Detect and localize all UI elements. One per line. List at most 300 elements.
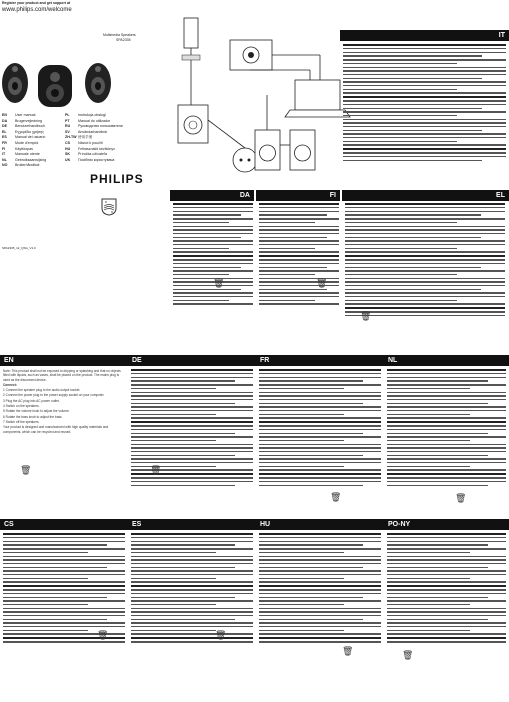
- text-line: [259, 455, 363, 456]
- language-code: ES: [2, 135, 7, 140]
- text-line: [259, 248, 315, 249]
- language-code: NO: [2, 163, 8, 168]
- text-line: [345, 270, 505, 271]
- text-line: [343, 96, 506, 98]
- text-line: [173, 222, 229, 223]
- text-line: [131, 637, 253, 639]
- text-line: [345, 292, 505, 293]
- language-entry: [2, 130, 44, 134]
- text-line: [259, 425, 381, 426]
- en-step: 4 Switch on the speakers.: [3, 404, 40, 409]
- text-line: [345, 211, 505, 212]
- text-line: [131, 458, 253, 459]
- text-line: [173, 248, 229, 249]
- text-line: [173, 237, 241, 238]
- recycle-bin-icon: 🗑: [316, 278, 328, 288]
- en-connect-title: Connect:: [3, 382, 17, 387]
- text-line: [387, 637, 506, 639]
- text-line: [259, 611, 381, 612]
- text-line: [387, 597, 488, 598]
- language-name: User manual: [15, 113, 36, 117]
- text-line: [259, 417, 381, 418]
- language-entry: [2, 113, 35, 117]
- language-code: EL: [2, 129, 7, 134]
- language-entry: [2, 141, 38, 145]
- text-line: [131, 541, 253, 542]
- cover-panel: [0, 0, 170, 255]
- text-line: [343, 126, 506, 127]
- text-line: [259, 447, 381, 448]
- text-line: [259, 626, 381, 627]
- text-line: [345, 307, 505, 309]
- text-line: [131, 600, 253, 601]
- text-line: [131, 570, 253, 571]
- text-line: [131, 388, 216, 389]
- text-line: [259, 240, 339, 241]
- text-line: [3, 641, 125, 642]
- text-line: [259, 481, 381, 482]
- text-line: [345, 229, 505, 230]
- text-line: [131, 451, 253, 452]
- language-code: DA: [2, 118, 8, 123]
- text-line: [345, 237, 481, 238]
- text-line: [343, 152, 506, 153]
- hu-text-block: [259, 533, 381, 661]
- recycle-bin-icon: 🗑: [213, 278, 225, 288]
- language-entry: [65, 152, 107, 156]
- text-line: [259, 589, 381, 590]
- text-line: [131, 433, 235, 434]
- text-line: [345, 240, 505, 241]
- text-line: [131, 403, 235, 404]
- text-line: [387, 451, 506, 452]
- text-line: [131, 485, 235, 486]
- recycle-bin-icon: 🗑: [215, 630, 227, 640]
- text-line: [259, 251, 339, 252]
- text-line: [259, 403, 363, 404]
- text-line: [173, 270, 253, 271]
- section-header-nl: [384, 355, 509, 366]
- text-line: [173, 203, 253, 205]
- language-code: NL: [2, 157, 7, 162]
- text-line: [259, 255, 339, 257]
- text-line: [131, 615, 253, 616]
- text-line: [345, 222, 457, 223]
- text-line: [259, 222, 315, 223]
- text-line: [387, 458, 506, 459]
- text-line: [259, 392, 381, 393]
- language-name: Felhasználói kézikönyv: [78, 146, 115, 151]
- text-line: [131, 440, 216, 441]
- language-entry: [65, 113, 106, 117]
- text-line: [387, 600, 506, 601]
- de-text-block: [131, 369, 253, 504]
- text-line: [343, 74, 506, 75]
- language-name: Käyttöopas: [15, 146, 33, 151]
- text-line: [387, 462, 506, 463]
- text-line: [173, 229, 253, 230]
- text-line: [259, 233, 339, 234]
- text-line: [3, 611, 125, 612]
- text-line: [131, 589, 253, 590]
- text-line: [259, 259, 339, 260]
- register-text: Register your product and get support at: [2, 1, 71, 5]
- text-line: [345, 263, 505, 264]
- text-line: [173, 259, 253, 260]
- text-line: [387, 626, 506, 627]
- text-line: [343, 108, 482, 109]
- text-line: [345, 244, 505, 245]
- it-text-block: [343, 44, 506, 179]
- text-line: [131, 548, 253, 549]
- text-line: [387, 574, 506, 575]
- text-line: [259, 619, 363, 620]
- text-line: [131, 414, 216, 415]
- text-line: [131, 619, 235, 620]
- text-line: [259, 630, 344, 631]
- text-line: [343, 104, 506, 105]
- text-line: [259, 469, 381, 470]
- text-line: [387, 421, 506, 423]
- text-line: [387, 633, 506, 634]
- text-line: [345, 248, 457, 249]
- en-step: 3 Plug the AC plug into AC power outlet.: [3, 398, 60, 403]
- text-line: [387, 593, 506, 594]
- text-line: [131, 574, 253, 575]
- text-line: [345, 274, 457, 275]
- text-line: [259, 600, 381, 601]
- text-line: [131, 436, 253, 437]
- en-step: 6 Rotate the bass knob to adjust the bass.: [3, 414, 63, 419]
- text-line: [259, 462, 381, 463]
- text-line: [387, 544, 488, 545]
- text-line: [387, 403, 488, 404]
- text-line: [131, 369, 253, 371]
- text-line: [387, 608, 506, 609]
- language-code: IT: [2, 152, 6, 157]
- text-line: [343, 160, 482, 161]
- language-entry: [65, 141, 103, 145]
- en-step: 7 Switch off the speakers.: [3, 419, 40, 424]
- text-line: [387, 436, 506, 437]
- language-code: SV: [65, 129, 70, 134]
- text-line: [259, 229, 339, 230]
- text-line: [131, 567, 235, 568]
- text-line: [387, 578, 470, 579]
- text-line: [131, 585, 253, 587]
- text-line: [131, 581, 253, 582]
- text-line: [343, 137, 506, 138]
- language-code: FR: [2, 141, 7, 145]
- text-line: [345, 289, 481, 290]
- section-header-en: [0, 355, 128, 366]
- language-name: Mode d'emploi: [15, 141, 39, 145]
- text-line: [3, 574, 125, 575]
- text-line: [131, 593, 253, 594]
- text-line: [259, 477, 381, 478]
- text-line: [259, 604, 344, 605]
- language-code: DE: [2, 124, 7, 129]
- language-list: [2, 113, 132, 175]
- text-line: [387, 469, 506, 470]
- text-line: [345, 226, 505, 227]
- text-line: [387, 433, 488, 434]
- language-name: Руководство пользователя: [78, 124, 123, 129]
- text-line: [345, 303, 505, 304]
- language-entry: [2, 135, 45, 139]
- text-line: [387, 410, 506, 411]
- language-name: Användarhandbok: [78, 129, 108, 134]
- language-entry: [65, 135, 92, 140]
- text-line: [259, 570, 381, 571]
- language-name: Návod k použití: [78, 141, 103, 145]
- text-line: [343, 156, 506, 157]
- text-line: [387, 395, 506, 396]
- text-line: [387, 380, 488, 381]
- text-line: [131, 626, 253, 627]
- text-line: [387, 392, 506, 393]
- text-line: [259, 369, 381, 371]
- text-line: [131, 380, 235, 381]
- text-line: [345, 278, 505, 279]
- text-line: [387, 466, 470, 467]
- text-line: [345, 233, 505, 234]
- text-line: [131, 544, 235, 545]
- fr-text-block: [259, 369, 381, 504]
- text-line: [131, 384, 253, 385]
- recycle-bin-icon: 🗑: [342, 646, 354, 656]
- language-name: Brukerhåndbok: [15, 163, 40, 168]
- text-line: [3, 559, 125, 560]
- text-line: [3, 626, 125, 627]
- text-line: [131, 377, 253, 378]
- text-line: [343, 52, 506, 53]
- text-line: [173, 255, 253, 257]
- text-line: [343, 148, 506, 150]
- text-line: [387, 444, 506, 445]
- text-line: [387, 556, 506, 557]
- section-tag: FR: [260, 357, 270, 364]
- text-line: [131, 395, 253, 396]
- section-tag: NL: [388, 357, 398, 364]
- text-line: [173, 240, 253, 241]
- section-tag: ES: [132, 521, 142, 528]
- text-line: [387, 585, 506, 587]
- text-line: [259, 303, 339, 304]
- text-line: [387, 477, 506, 478]
- text-line: [259, 485, 363, 486]
- section-tag: IT: [498, 32, 505, 39]
- text-line: [259, 556, 381, 557]
- text-line: [259, 384, 381, 385]
- language-entry: [65, 119, 110, 123]
- section-header-el: [342, 190, 509, 201]
- text-line: [259, 567, 363, 568]
- section-tag: EL: [496, 192, 505, 199]
- section-header-de: [128, 355, 256, 366]
- text-line: [131, 641, 253, 642]
- text-line: [343, 144, 506, 145]
- language-entry: [2, 152, 40, 156]
- text-line: [345, 296, 505, 297]
- text-line: [343, 115, 457, 116]
- text-line: [345, 218, 505, 219]
- text-line: [387, 447, 506, 448]
- text-line: [131, 417, 253, 418]
- text-line: [131, 604, 216, 605]
- text-line: [387, 581, 506, 582]
- text-line: [259, 207, 339, 208]
- text-line: [259, 270, 339, 271]
- language-name: Manual del usuario: [15, 135, 46, 140]
- recycle-bin-icon: 🗑: [455, 493, 467, 503]
- text-line: [387, 570, 506, 571]
- text-line: [259, 574, 381, 575]
- text-line: [345, 259, 505, 260]
- en-step: 2 Connect the power plug to the power supply socket on your computer.: [3, 393, 105, 398]
- text-line: [173, 244, 253, 245]
- text-line: [387, 641, 506, 642]
- text-line: [259, 267, 327, 268]
- text-line: [345, 267, 481, 268]
- brand-wordmark: PHILIPS: [90, 172, 144, 186]
- language-name: 使用手冊: [78, 135, 93, 140]
- language-entry: [2, 158, 46, 162]
- text-line: [387, 630, 470, 631]
- text-line: [173, 303, 253, 304]
- language-entry: [2, 163, 39, 167]
- text-line: [343, 44, 506, 46]
- language-code: ZH-TW: [65, 135, 77, 140]
- text-line: [259, 641, 381, 642]
- text-line: [131, 444, 253, 445]
- text-line: [259, 581, 381, 582]
- text-line: [259, 548, 381, 549]
- text-line: [387, 373, 506, 374]
- section-header-it: [340, 30, 509, 41]
- text-line: [387, 440, 470, 441]
- text-line: [131, 481, 253, 482]
- text-line: [173, 226, 253, 227]
- section-header-fi: [256, 190, 340, 201]
- text-line: [259, 458, 381, 459]
- text-line: [387, 567, 488, 568]
- text-line: [259, 608, 381, 609]
- text-line: [259, 421, 381, 423]
- text-line: [3, 581, 125, 582]
- text-line: [387, 589, 506, 590]
- language-code: EN: [2, 113, 7, 117]
- text-line: [387, 615, 506, 616]
- text-line: [387, 455, 488, 456]
- en-disposal: Your product is designed and manufactured with high quality materials and components, which can be recycled and reused.: [3, 425, 109, 434]
- text-line: [131, 477, 253, 478]
- language-entry: [65, 147, 115, 151]
- text-line: [387, 473, 506, 475]
- language-entry: [65, 158, 114, 162]
- text-line: [387, 429, 506, 430]
- text-line: [259, 533, 381, 535]
- text-line: [173, 296, 253, 297]
- section-tag: DE: [132, 357, 142, 364]
- cs-text-block: [3, 533, 125, 661]
- text-line: [259, 633, 381, 634]
- text-line: [131, 399, 253, 400]
- text-line: [343, 59, 506, 60]
- text-line: [343, 55, 482, 56]
- recycle-bin-icon: 🗑: [360, 311, 372, 321]
- text-line: [259, 440, 344, 441]
- text-line: [3, 556, 125, 557]
- text-line: [3, 533, 125, 535]
- language-code: UK: [65, 157, 71, 162]
- text-line: [131, 608, 253, 609]
- nl-text-block: [387, 369, 506, 504]
- language-entry: [2, 124, 45, 128]
- text-line: [259, 380, 363, 381]
- text-line: [387, 406, 506, 407]
- text-line: [387, 369, 506, 371]
- text-line: [259, 292, 339, 293]
- text-line: [387, 485, 488, 486]
- text-line: [387, 622, 506, 623]
- text-line: [343, 48, 506, 49]
- language-code: PL: [65, 113, 70, 117]
- text-line: [131, 447, 253, 448]
- text-line: [3, 567, 107, 568]
- text-line: [3, 541, 125, 542]
- text-line: [387, 399, 506, 400]
- text-line: [131, 630, 216, 631]
- text-line: [173, 207, 253, 208]
- text-line: [131, 429, 253, 430]
- text-line: [3, 622, 125, 623]
- text-line: [259, 541, 381, 542]
- text-line: [387, 414, 470, 415]
- text-line: [3, 548, 125, 549]
- text-line: [343, 85, 506, 86]
- en-step: 5 Rotate the volume knob to adjust the volume.: [3, 409, 70, 414]
- text-line: [131, 455, 235, 456]
- text-line: [173, 214, 241, 215]
- text-line: [173, 300, 229, 301]
- text-line: [387, 604, 470, 605]
- text-line: [259, 537, 381, 538]
- text-line: [131, 622, 253, 623]
- text-line: [173, 292, 253, 293]
- text-line: [259, 473, 381, 475]
- text-line: [259, 414, 344, 415]
- language-code: HU: [65, 146, 71, 151]
- register-url: www.philips.com/welcome: [2, 7, 72, 13]
- text-line: [387, 533, 506, 535]
- text-line: [131, 537, 253, 538]
- section-tag: FI: [329, 192, 336, 199]
- language-entry: [65, 130, 107, 134]
- text-line: [343, 81, 506, 82]
- text-line: [387, 384, 506, 385]
- text-line: [259, 559, 381, 560]
- text-line: [343, 70, 506, 71]
- text-line: [259, 433, 363, 434]
- text-line: [387, 537, 506, 538]
- text-line: [131, 578, 216, 579]
- text-line: [3, 615, 125, 616]
- text-line: [345, 285, 505, 286]
- section-header-da: [170, 190, 254, 201]
- text-line: [3, 585, 125, 587]
- section-header-cs: [0, 519, 128, 530]
